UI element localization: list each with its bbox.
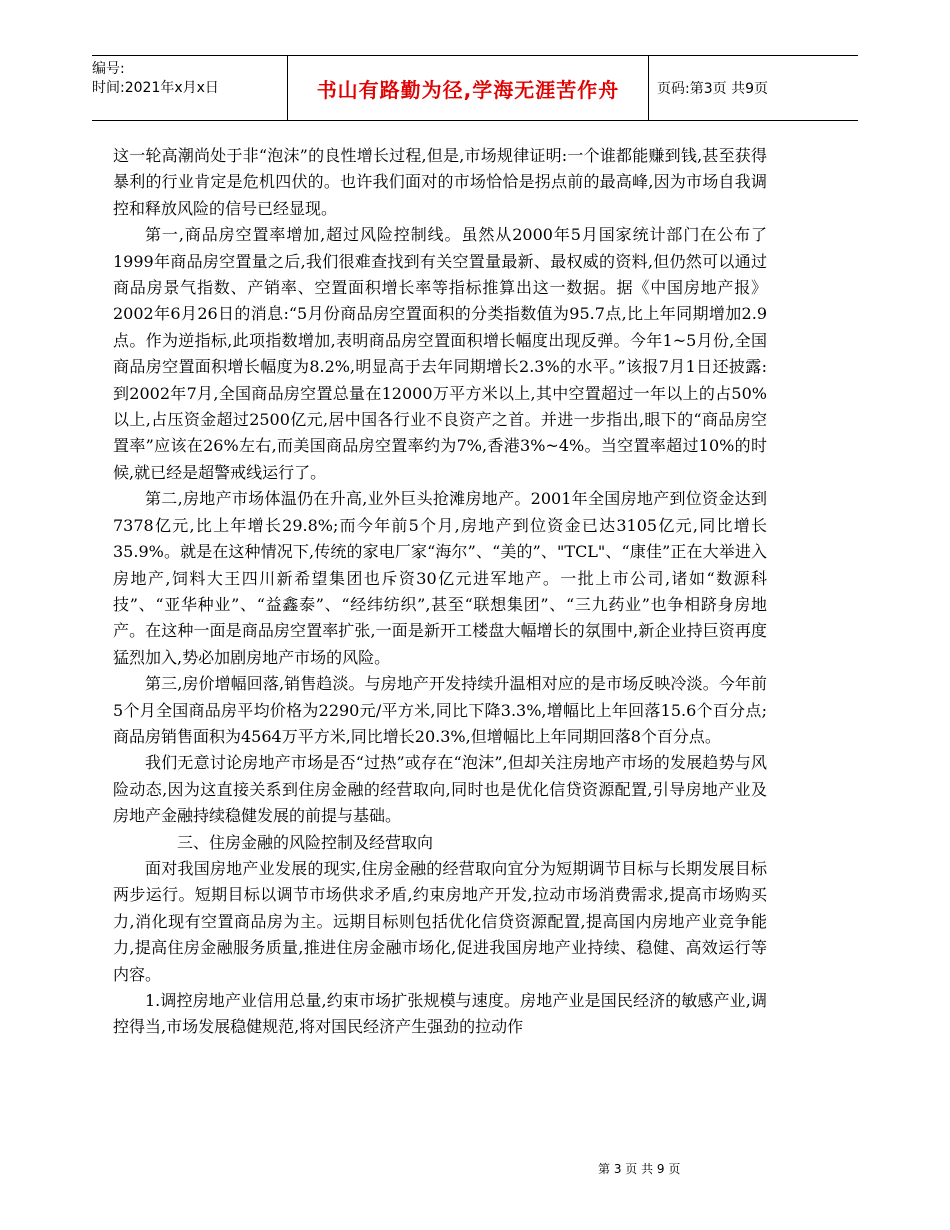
header-page-info: 页码:第3页 共9页 — [657, 81, 768, 97]
paragraph-4: 第三,房价增幅回落,销售趋淡。与房地产开发持续升温相对应的是市场反映冷淡。今年前5个月全国商品房平均价格为2290元/平方米,同比下降3.3%,增幅比上年回落15.6个百分点;商品房销售面积为4564万平方米,同比增长20.3%,但增幅比上年同期回落8个百分点。 — [113, 674, 767, 746]
time-label: 时间:2021年x月x日 — [92, 80, 219, 96]
paragraph-1: 这一轮高潮尚处于非“泡沫”的良性增长过程,但是,市场规律证明:一个谁都能赚到钱,甚至获得暴利的行业肯定是危机四伏的。也许我们面对的市场恰恰是拐点前的最高峰,因为市场自我调控和释放风险的信号已经显现。 — [113, 146, 767, 218]
footer-page-number: 第 3 页 共 9 页 — [598, 1162, 681, 1176]
section-heading: 三、住房金融的风险控制及经营取向 — [177, 832, 434, 852]
paragraph-5: 我们无意讨论房地产市场是否“过热”或存在“泡沫”,但却关注房地产市场的发展趋势与风险动态,因为这直接关系到住房金融的经营取向,同时也是优化信贷资源配置,引导房地产业及房地产金融持续稳健发展的前提与基础。 — [113, 753, 767, 826]
paragraph-7: 1.调控房地产业信用总量,约束市场扩张规模与速度。房地产业是国民经济的敏感产业,调控得当,市场发展稳健规范,将对国民经济产生强劲的拉动作 — [113, 991, 767, 1037]
header-meta — [92, 56, 287, 120]
header-motto: 书山有路勤为径,学海无涯苦作舟 — [287, 56, 649, 120]
document-body — [113, 143, 767, 1041]
paragraph-2: 第一,商品房空置率增加,超过风险控制线。虽然从2000年5月国家统计部门在公布了1999年商品房空置量之后,我们很难查找到有关空置量最新、最权威的资料,但仍然可以通过商品房景气指数、产销率、空置面积增长率等指标推算出这一数据。据《中国房地产报》2002年6月26日的消息:“5月份商品房空置面积的分类指数值为95.7点,比上年同期增加2.9点。作为逆指标,此项指数增加,表明商品房空置面积增长幅度出现反弹。今年1~5月份,全国商品房空置面积增长幅度为8.2%,明显高于去年同期增长2.3%的水平。”该报7月1日还披露:到2002年7月,全国商品房空置总量在12000万平方米以上,其中空置超过一年以上的占50%以上,占压资金超过2500亿元,居中国各行业不良资产之首。并进一步指出,眼下的“商品房空置率”应该在26%左右,而美国商品房空置率约为7%,香港3%~4%。当空置率超过10%的时候,就已经是超警戒线运行了。 — [113, 225, 767, 482]
code-label: 编号: — [92, 61, 125, 77]
paragraph-6: 面对我国房地产业发展的现实,住房金融的经营取向宜分为短期调节目标与长期发展目标两步运行。短期目标以调节市场供求矛盾,约束房地产开发,拉动市场消费需求,提高市场购买力,消化现有空置商品房为主。远期目标则包括优化信贷资源配置,提高国内房地产业竞争能力,提高住房金融服务质量,推进住房金融市场化,促进我国房地产业持续、稳健、高效运行等内容。 — [113, 858, 767, 984]
page-header — [92, 55, 858, 121]
paragraph-3: 第二,房地产市场体温仍在升高,业外巨头抢滩房地产。2001年全国房地产到位资金达到7378亿元,比上年增长29.8%;而今年前5个月,房地产到位资金已达3105亿元,同比增长35.9%。就是在这种情况下,传统的家电厂家“海尔”、“美的”、"TCL"、“康佳”正在大举进入房地产,饲料大王四川新希望集团也斥资30亿元进军地产。一批上市公司,诸如“数源科技”、“亚华种业”、“益鑫泰”、“经纬纺织”,甚至“联想集团”、“三九药业”也争相跻身房地产。在这种一面是商品房空置率扩张,一面是新开工楼盘大幅增长的氛围中,新企业持巨资再度猛烈加入,势必加剧房地产市场的风险。 — [113, 489, 767, 667]
